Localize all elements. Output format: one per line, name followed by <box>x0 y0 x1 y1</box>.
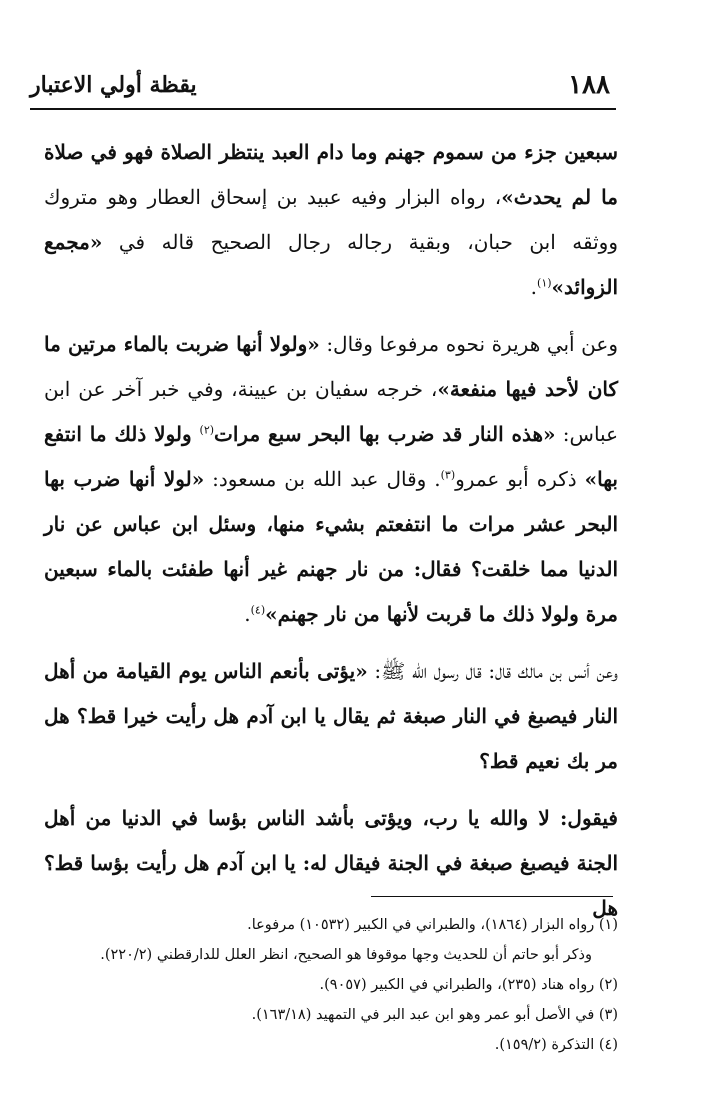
hadith-text: ولولا ذلك ما انتفع بها» <box>44 422 618 491</box>
hadith-text: «لولا أنها ضرب بها البحر عشر مرات ما انتفعتم بشيء منها، وسئل ابن عباس عن نار الدنيا مما خلقت؟ فقال: من نار جهنم غير أنها طفئت بالماء سبعين مرة ولولا ذلك ما قربت لأنها من نار جهنم» <box>44 467 619 626</box>
footnote-ref[interactable]: (٣) <box>440 468 456 482</box>
hadith-text: «يؤتى بأنعم الناس يوم القيامة من أهل النار فيصبغ في النار صبغة ثم يقال يا ابن آدم هل رأيت خيرا قط؟ هل مر بك نعيم قط؟ <box>44 659 618 773</box>
narrative-text: ذكره أبو عمرو <box>455 467 585 491</box>
footnote-2: (٢) رواه هناد (٢٣٥)، والطبراني في الكبير (٩٠٥٧). <box>319 977 618 993</box>
footnote-3: (٣) في الأصل أبو عمر وهو ابن عبد البر في التمهيد (١٦٣/١٨). <box>251 1007 618 1023</box>
book-title: «مجمع الزوائد» <box>44 230 618 299</box>
punctuation: . <box>530 275 538 299</box>
narrative-text: وعن أبي هريرة نحوه مرفوعا وقال: <box>319 332 618 356</box>
footnotes <box>44 910 618 1060</box>
narrative-text: ، خرجه سفيان بن عيينة، وفي خبر آخر عن ابن عباس: <box>44 377 619 446</box>
paragraph <box>44 322 618 637</box>
footnote-1-continuation: وذكر أبو حاتم أن للحديث وجها موقوفا هو الصحيح، انظر العلل للدارقطني (٢٢٠/٢). <box>100 947 592 963</box>
hadith-text: سبعين جزء من سموم جهنم وما دام العبد ينتظر الصلاة فهو في صلاة ما لم يحدث» <box>44 140 618 209</box>
footnote-ref[interactable]: (٢) <box>199 423 215 437</box>
footnote-ref[interactable]: (١) <box>537 276 552 290</box>
narrative-text: وعن أنس بن مالك قال: قال رسول الله ﷺ: <box>367 659 618 683</box>
main-text <box>44 130 618 943</box>
footnote-4: (٤) التذكرة (١٥٩/٢). <box>494 1037 618 1053</box>
hadith-text: «ولولا أنها ضربت بالماء مرتين ما كان لأحد فيها منفعة» <box>44 332 618 401</box>
page-number: ١٨٨ <box>568 70 610 100</box>
running-title: يقظة أولي الاعتبار <box>30 72 197 98</box>
page-header <box>30 68 616 110</box>
footnote-divider <box>371 896 613 897</box>
hadith-text: فيقول: لا والله يا رب، ويؤتى بأشد الناس بؤسا في الدنيا من أهل الجنة فيصبغ صبغة في الجنة فيقال له: يا ابن آدم هل رأيت بؤسا قط؟ هل <box>44 806 618 920</box>
paragraph <box>44 649 618 784</box>
punctuation: . <box>244 602 251 626</box>
footnote-1: (١) رواه البزار (١٨٦٤)، والطبراني في الكبير (١٠٥٣٢) مرفوعا. <box>247 917 618 933</box>
narrative-text: ، رواه البزار وفيه عبيد بن إسحاق العطار وهو متروك ووثقه ابن حبان، وبقية رجاله رجال الصحيح قاله في <box>44 185 618 254</box>
narrative-text: . وقال عبد الله بن مسعود: <box>204 467 441 491</box>
hadith-text: «هذه النار قد ضرب بها البحر سبع مرات <box>214 422 556 446</box>
footnote-ref[interactable]: (٤) <box>250 603 266 617</box>
paragraph <box>44 130 618 310</box>
